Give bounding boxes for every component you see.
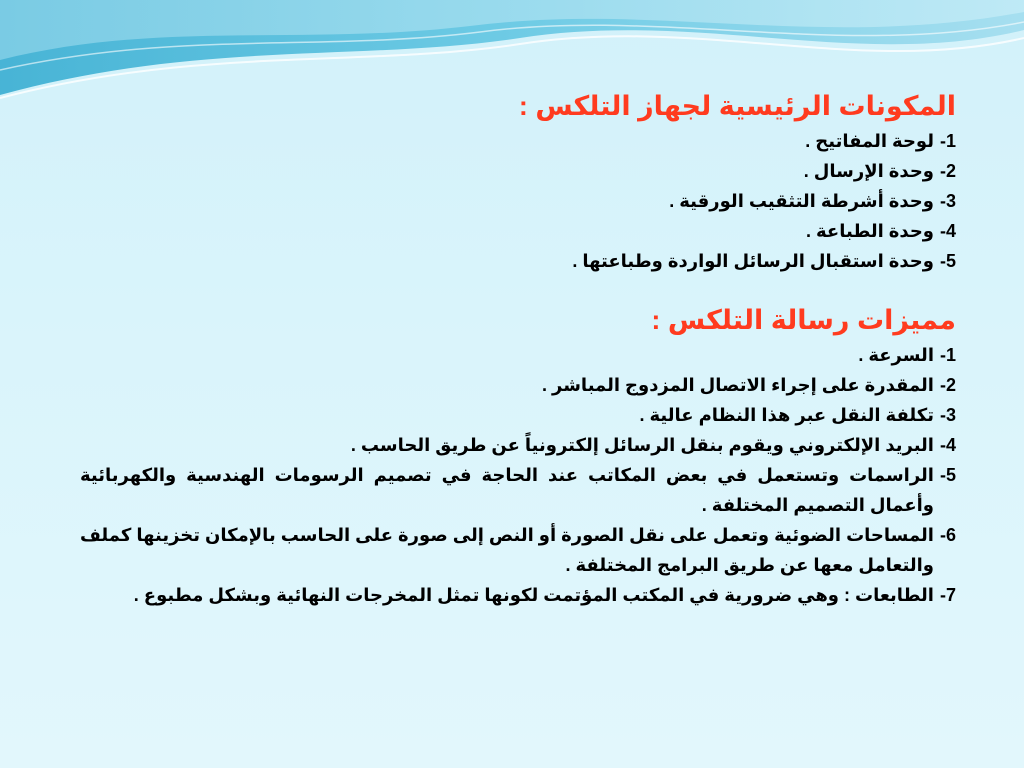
list-item: [80, 430, 956, 460]
list-item: [80, 370, 956, 400]
item-number: 7-: [939, 585, 956, 605]
list-item: [80, 186, 956, 216]
features-list: [80, 340, 956, 610]
item-number: 3-: [939, 191, 956, 211]
item-number: 2-: [939, 375, 956, 395]
list-item: [80, 156, 956, 186]
item-number: 1-: [939, 131, 956, 151]
item-text: السرعة .: [858, 345, 934, 365]
slide-content: [80, 88, 956, 610]
item-text: البريد الإلكتروني ويقوم بنقل الرسائل إلكترونياً عن طريق الحاسب .: [350, 435, 934, 455]
item-number: 4-: [939, 221, 956, 241]
section-title-components: المكونات الرئيسية لجهاز التلكس :: [518, 91, 956, 121]
list-item: [80, 126, 956, 156]
item-number: 1-: [939, 345, 956, 365]
components-list: [80, 126, 956, 276]
item-text: الراسمات وتستعمل في بعض المكاتب عند الحاجة في تصميم الرسومات الهندسية والكهربائية وأعمال التصميم المختلفة .: [80, 465, 934, 515]
item-number: 3-: [939, 405, 956, 425]
section-title-features: مميزات رسالة التلكس :: [651, 305, 956, 335]
list-item: [80, 400, 956, 430]
item-number: 6-: [939, 525, 956, 545]
item-number: 2-: [939, 161, 956, 181]
list-item: [80, 246, 956, 276]
list-item: [80, 216, 956, 246]
item-text: الطابعات : وهي ضرورية في المكتب المؤتمت لكونها تمثل المخرجات النهائية وبشكل مطبوع .: [133, 585, 934, 605]
list-item: [80, 520, 956, 580]
item-text: وحدة أشرطة التثقيب الورقية .: [669, 191, 934, 211]
item-number: 5-: [939, 465, 956, 485]
list-item: [80, 460, 956, 520]
list-item: [80, 340, 956, 370]
item-text: وحدة الطباعة .: [806, 221, 934, 241]
item-number: 5-: [939, 251, 956, 271]
item-text: وحدة استقبال الرسائل الواردة وطباعتها .: [572, 251, 934, 271]
item-text: المساحات الضوئية وتعمل على نقل الصورة أو النص إلى صورة على الحاسب بالإمكان تخزينها كملف والتعامل معها عن طريق البرامج المختلفة .: [80, 525, 934, 575]
item-text: لوحة المفاتيح .: [805, 131, 934, 151]
item-text: تكلفة النقل عبر هذا النظام عالية .: [639, 405, 934, 425]
list-item: [80, 580, 956, 610]
item-text: المقدرة على إجراء الاتصال المزدوج المباشر .: [542, 375, 934, 395]
item-text: وحدة الإرسال .: [803, 161, 934, 181]
item-number: 4-: [939, 435, 956, 455]
